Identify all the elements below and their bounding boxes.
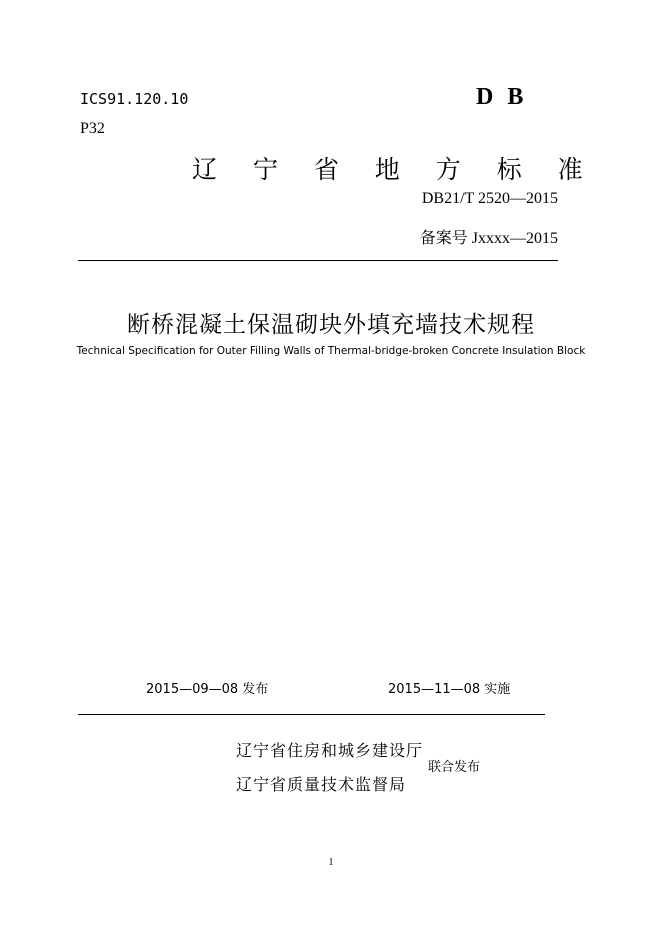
joint-issue-label: 联合发布 <box>428 760 481 775</box>
issuer-quality-bureau: 辽宁省质量技术监督局 <box>236 777 407 794</box>
db-mark: D B <box>476 84 528 110</box>
top-divider <box>78 260 558 261</box>
ics-code: ICS91.120.10 <box>80 90 189 108</box>
document-title-english: Technical Specification for Outer Filling Walls of Thermal-bridge-broken Concrete Insulation Block <box>76 345 586 357</box>
classification-code: P32 <box>80 120 105 137</box>
issuer-housing-department: 辽宁省住房和城乡建设厅 <box>236 743 424 760</box>
issue-date: 2015—09—08 发布 <box>146 682 269 697</box>
document-title: 断桥混凝土保温砌块外填充墙技术规程 <box>127 312 535 338</box>
record-number: 备案号 Jxxxx—2015 <box>419 230 558 247</box>
implementation-date: 2015—11—08 实施 <box>388 682 511 697</box>
page-number: 1 <box>328 857 334 868</box>
standard-number: DB21/T 2520—2015 <box>421 190 558 207</box>
standard-category: 辽 宁 省 地 方 标 准 <box>192 155 597 184</box>
bottom-divider <box>78 714 545 715</box>
